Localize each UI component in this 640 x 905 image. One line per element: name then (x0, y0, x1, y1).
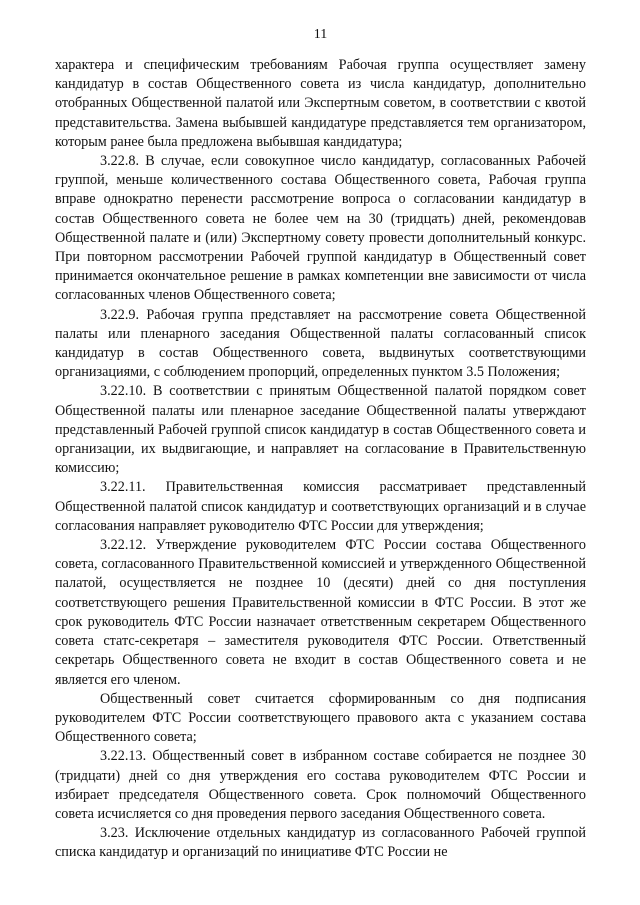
paragraph-3-22-13: 3.22.13. Общественный совет в избранном составе собирается не позднее 30 (тридцати) дней со дня утверждения его состава руководителем ФТС России и избирает председателя Общественного совета. Срок полномочий Общественного совета исчисляется со дня проведения первого заседания Общественного совета. (55, 748, 586, 822)
paragraph-3-22-11: 3.22.11. Правительственная комиссия рассматривает представленный Общественной палатой список кандидатур и соответствующих организаций и в случае согласования направляет руководителю ФТС России для утверждения; (55, 479, 586, 534)
paragraph-3-22-10: 3.22.10. В соответствии с принятым Общественной палатой порядком совет Общественной палаты или пленарное заседание Общественной палаты утверждают представленный Рабочей группой список кандидатур в состав Общественного совета и организации, их выдвигающие, и направляет на согласование в Правительственную комиссию; (55, 383, 586, 477)
paragraph-3-22-8: 3.22.8. В случае, если совокупное число кандидатур, согласованных Рабочей группой, меньше количественного состава Общественного совета, Рабочая группа вправе однократно перенести рассмотрение вопроса о согласовании кандидатур в состав Общественного совета не более чем на 30 (тридцать) дней, рекомендовав Общественной палате и (или) Экспертному совету провести дополнительный конкурс. При повторном рассмотрении Рабочей группой кандидатур в Общественный совет принимается окончательное решение в рамках компетенции вне зависимости от числа согласованных членов Общественного совета; (55, 153, 586, 304)
page-number: 11 (313, 27, 328, 42)
paragraph-3-22-12: 3.22.12. Утверждение руководителем ФТС России состава Общественного совета, согласованного Правительственной комиссией и утвержденного Общественной палатой, осуществляется не позднее 10 (десяти) дней со дня поступления соответствующего решения Правительственной комиссии в ФТС России. В этот же срок руководитель ФТС России назначает ответственным секретарем Общественного совета статс-секретаря – заместителя руководителя ФТС России. Ответственный секретарь Общественного совета не входит в состав Общественного совета и не является его членом. (55, 537, 586, 688)
paragraph-continuation: характера и специфическим требованиям Рабочая группа осуществляет замену кандидатур в состав Общественного совета из числа кандидатур, дополнительно отобранных Общественной палатой или Экспертным советом, в соответствии с квотой представительства. Замена выбывшей кандидатуре представляется тем организатором, которым ранее была предложена выбывшая кандидатура; (55, 57, 586, 150)
paragraph-council-formed: Общественный совет считается сформированным со дня подписания руководителем ФТС России соответствующего правового акта с указанием состава Общественного совета; (55, 690, 586, 746)
paragraph-3-23: 3.23. Исключение отдельных кандидатур из согласованного Рабочей группой списка кандидатур и организаций по инициативе ФТС России не (55, 825, 586, 861)
paragraph-3-22-9: 3.22.9. Рабочая группа представляет на рассмотрение совета Общественной палаты или пленарного заседания Общественной палаты согласованный список кандидатур в состав Общественного совета, выдвинутых соответствующими организациями, с соблюдением пропорций, определенных пунктом 3.5 Положения; (55, 306, 586, 381)
